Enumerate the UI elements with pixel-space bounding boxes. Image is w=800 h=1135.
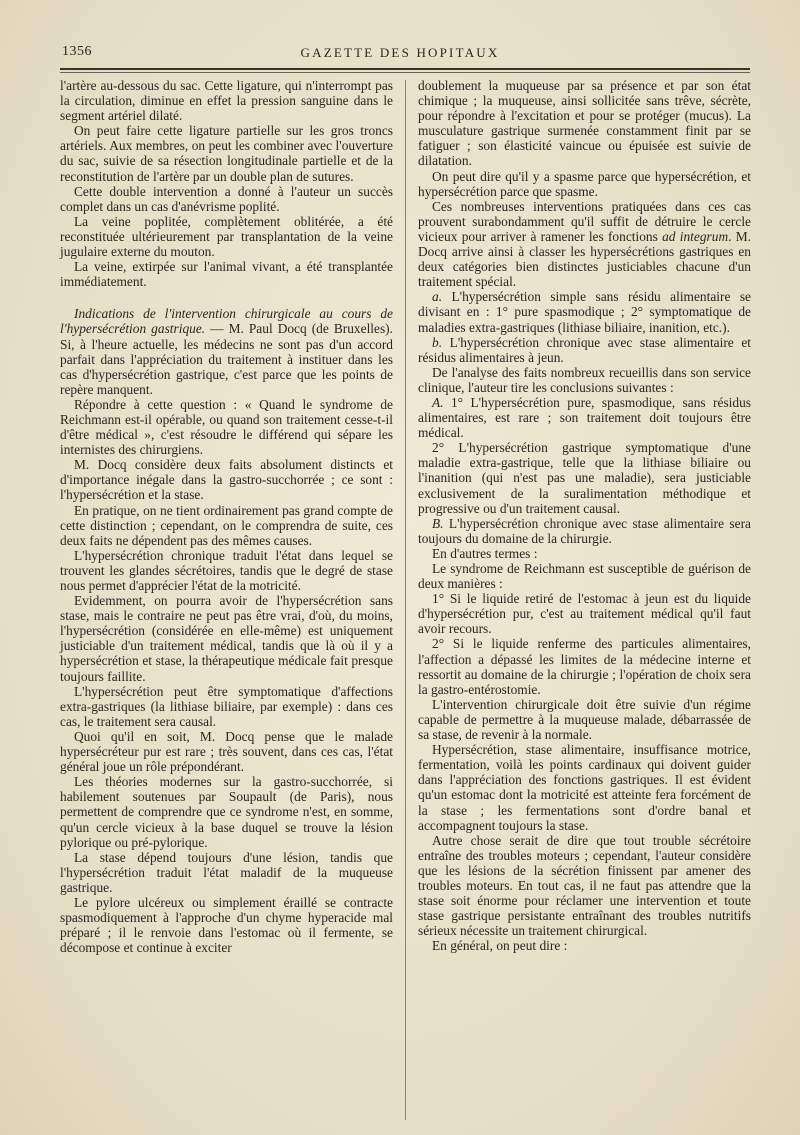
page-number: 1356 [62,44,92,59]
paragraph: L'intervention chirurgicale doit être suivie d'un régime capable de permettre à la muqueuse malade, débarrassée de sa stase, de revenir à la normale. [418,696,751,743]
paragraph: M. Docq considère deux faits absolument distincts et d'importance inégale dans la gastro-succhorrée ; ce sont : l'hypersécrétion et la stase. [60,457,393,503]
paragraph: Ces nombreuses interventions pratiquées dans ces cas prouvent surabondamment qu'il suffit de détruire le cercle vicieux pour arriver à ramener les fonctions ad integrum. M. Docq arrive ainsi à classer les hypersécrétions gastriques en deux catégories bien distinctes justiciables chacune d'un traitement spécial. [418,198,752,290]
paragraph: De l'analyse des faits nombreux recueillis dans son service clinique, l'auteur tire les conclusions suivantes : [418,364,751,395]
paragraph: En d'autres termes : [432,545,538,561]
paragraph: Hypersécrétion, stase alimentaire, insuffisance motrice, fermentation, voilà les points cardinaux qui doivent guider dans l'appréciation des fonctions gastriques. Il est évident qu'un estomac dont la motricité est atteinte fera forcément de la stase ; les fermentations sont d'ordre banal et accompagnent toujours la stase. [418,742,751,833]
paragraph: doublement la muqueuse par sa présence et par son état chimique ; la muqueuse, ainsi sollicitée sans trêve, sécrète, pour répondre à l'excitation et pour se protéger (mucus). La musculature gastrique surmenée constamment finit par se fatiguer ; son élasticité vaincue ou épuisée est suivie de dilatation. [418,78,751,169]
header-rule-thin [60,72,750,73]
header-rule [60,68,750,70]
paragraph: On peut faire cette ligature partielle sur les gros troncs artériels. Aux membres, on peut les combiner avec l'ouverture du sac, suivie de sa résection longitudinale partielle et de la reconstitution de l'artère par un double plan de sutures. [60,123,393,184]
paragraph: Les théories modernes sur la gastro-succhorrée, si habilement soutenues par Soupault (de Paris), nous permettent de comprendre que ce syndrome n'est, en somme, qu'un cercle vicieux à la base duquel se trouve la lésion pylorique ou pré-pylorique. [60,774,393,850]
conclusion-item: B. L'hypersécrétion chronique avec stase alimentaire sera toujours du domaine de la chirurgie. [418,515,751,546]
conclusion-item: 2° L'hypersécrétion gastrique symptomatique d'une maladie extra-gastrique, telle que la lithiase biliaire ou l'inanition (qui n'est pas une maladie), sera justiciable exclusivement de la suralimentation méthodique et progressive ou d'un traitement causal. [418,440,751,516]
paragraph: En pratique, on ne tient ordinairement pas grand compte de cette distinction ; cependant, on le comprendra de suite, ces deux faits ne dépendent pas des mêmes causes. [60,502,393,548]
paragraph: Evidemment, on pourra avoir de l'hypersécrétion sans stase, mais le contraire ne peut pas être vrai, d'où, du moins, l'hypersécrétion (considérée en elle-même) est uniquement justiciable d'un traitement médical, tandis que là où il y a hypersécrétion et stase, la thérapeutique médicale fait presque toujours faillite. [60,593,393,684]
paragraph: En général, on peut dire : [432,938,568,954]
list-item: a. L'hypersécrétion simple sans résidu alimentaire se divisant en : 1° pure spasmodique ; 2° symptomatique de maladies extra-gastriques (lithiase biliaire, inanition, etc.). [418,289,751,335]
paragraph: Autre chose serait de dire que tout trouble sécrétoire entraîne des troubles moteurs ; cependant, l'auteur considère que les lésions de la sécrétion finissent par amener des troubles moteurs. En tout cas, il ne faut pas attendre que la stase soit énorme pour réclamer une intervention et toute stase gastrique persistante entraînant des troubles nutritifs sérieux nécessite un traitement chirurgical. [418,832,751,939]
paragraph: La veine, extirpée sur l'animal vivant, a été transplantée immédiatement. [60,259,393,290]
running-head-title: GAZETTE DES HOPITAUX [300,45,500,60]
paragraph: 1° Si le liquide retiré de l'estomac à jeun est du liquide d'hypersécrétion pur, c'est au traitement médical qu'il faut avoir recours. [418,591,751,637]
paragraph: La stase dépend toujours d'une lésion, tandis que l'hypersécrétion traduit l'état maladif de la muqueuse gastrique. [60,849,393,895]
paragraph: 2° Si le liquide renferme des particules alimentaires, l'affection a dépassé les limites de la médecine interne et ressortit au domaine de la chirurgie ; l'opération de choix sera la gastro-entérostomie. [418,636,751,697]
left-column [60,78,393,955]
paragraph: On peut dire qu'il y a spasme parce que hypersécrétion, et hypersécrétion parce que spasme. [418,168,751,199]
conclusion-item: A. 1° L'hypersécrétion pure, spasmodique, sans résidus alimentaires, est rare ; son traitement doit toujours être médical. [418,394,751,441]
paragraph: Répondre à cette question : « Quand le syndrome de Reichmann est-il opérable, ou quand son traitement cesse-t-il d'être médical », c'est résoudre le différend qui sépare les internistes des chirurgiens. [60,396,393,458]
section-intro: — M. Paul Docq (de Bruxelles). Si, à l'heure actuelle, les médecins ne sont pas d'un accord parfait dans l'appréciation du traitement à instituer dans les cas d'hypersécrétion gastrique, c'est parce que les points de repère manquent. [60,321,393,397]
list-item: b. L'hypersécrétion chronique avec stase alimentaire et résidus alimentaires à jeun. [418,334,751,365]
section-title: Indications de l'intervention chirurgicale au cours de l'hypersécrétion gastrique. [60,306,393,337]
paragraph: La veine poplitée, complètement oblitérée, a été reconstituée ultérieurement par transplantation de la veine jugulaire externe du mouton. [60,213,393,260]
right-column [418,78,751,953]
paragraph: Le syndrome de Reichmann est susceptible de guérison de deux manières : [418,561,751,592]
paragraph: l'artère au-dessous du sac. Cette ligature, qui n'interrompt pas la circulation, diminue en effet la pression sanguine dans le segment artériel dilaté. [60,78,393,124]
latin-phrase: ad integrum [662,228,729,244]
paragraph: L'hypersécrétion chronique traduit l'état dans lequel se trouvent les glandes sécrétoires, tandis que le degré de stase nous permet d'apprécier l'état de la motricité. [60,547,393,593]
paragraph: L'hypersécrétion peut être symptomatique d'affections extra-gastriques (la lithiase biliaire, par exemple) : dans ces cas, le traitement sera causal. [60,683,393,729]
paragraph: Quoi qu'il en soit, M. Docq pense que le malade hypersécréteur pur est rare ; très souvent, dans ces cas, l'état général joue un rôle prépondérant. [60,728,393,775]
paragraph: Le pylore ulcéreux ou simplement éraillé se contracte spasmodiquement à l'approche d'un chyme hyperacide mal préparé ; il le renvoie dans l'estomac où il fermente, se décompose et continue à exciter [60,894,393,956]
section-heading-paragraph [60,306,393,397]
column-divider [405,80,406,1120]
paragraph: Cette double intervention a donné à l'auteur un succès complet dans un cas d'anévrisme poplité. [60,183,393,214]
